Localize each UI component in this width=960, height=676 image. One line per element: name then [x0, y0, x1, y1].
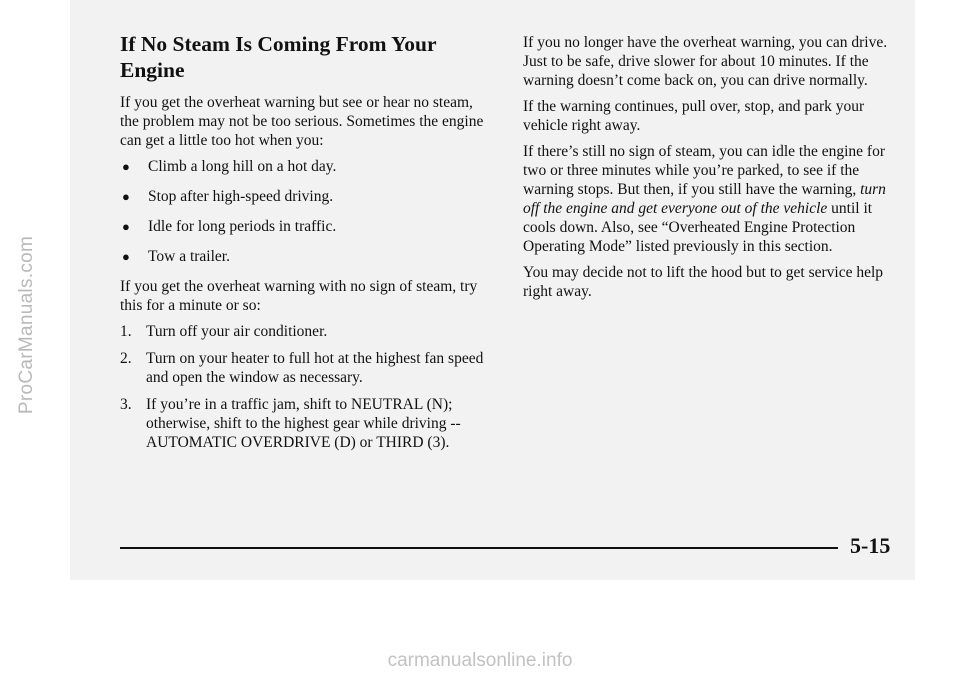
paragraph: You may decide not to lift the hood but to get service help right away.: [523, 264, 884, 300]
list-item: 3. If you’re in a traffic jam, shift to NEUTRAL (N); otherwise, shift to the highest gear while driving -- AUTOMATIC OVERDRIVE (D) or THIRD (3).: [120, 395, 461, 451]
page-number: 5-15: [850, 533, 891, 558]
list-item: 2. Turn on your heater to full hot at the highest fan speed and open the window as necessary.: [120, 349, 484, 386]
footer-rule: [120, 547, 838, 549]
right-column: [523, 33, 893, 308]
paragraph: If you no longer have the overheat warning, you can drive. Just to be safe, drive slower for about 10 minutes. If the warning doesn’t come back on, you can drive normally.: [523, 34, 888, 89]
footer-watermark: carmanualsonline.info: [387, 650, 573, 671]
steps-list: [120, 322, 490, 452]
paragraph: If the warning continues, pull over, stop, and park your vehicle right away.: [523, 98, 865, 134]
bullet-icon: ●: [122, 248, 130, 264]
left-column: [120, 32, 490, 460]
section-heading: If No Steam Is Coming From Your Engine: [120, 32, 437, 82]
intro-paragraph: If you get the overheat warning but see or hear no steam, the problem may not be too serious. Sometimes the engine can get a little too hot when you:: [120, 93, 484, 149]
list-item: ● Stop after high-speed driving.: [122, 187, 334, 205]
paragraph: If there’s still no sign of steam, you can idle the engine for two or three minutes while you’re parked, to see if the warning stops. But then, if you still have the warning, turn off the engine and get everyone out of the vehicle until it cools down. Also, see “Overheated Engine Protection Operating Mode” listed previously in this section.: [523, 143, 886, 255]
list-item: ● Tow a trailer.: [122, 247, 230, 265]
bullet-icon: ●: [122, 188, 130, 204]
list-item: ● Idle for long periods in traffic.: [122, 217, 337, 235]
steps-intro-paragraph: If you get the overheat warning with no sign of steam, try this for a minute or so:: [120, 277, 478, 314]
emphasis-text: turn off the engine and get everyone out of the vehicle: [523, 181, 886, 217]
side-watermark: [14, 90, 40, 560]
bullet-icon: ●: [122, 158, 130, 174]
list-item: ● Climb a long hill on a hot day.: [122, 157, 337, 175]
conditions-list: [120, 157, 490, 266]
list-item: 1. Turn off your air conditioner.: [120, 322, 328, 340]
bullet-icon: ●: [122, 218, 130, 234]
side-watermark-text: ProCarManuals.com: [16, 235, 37, 415]
